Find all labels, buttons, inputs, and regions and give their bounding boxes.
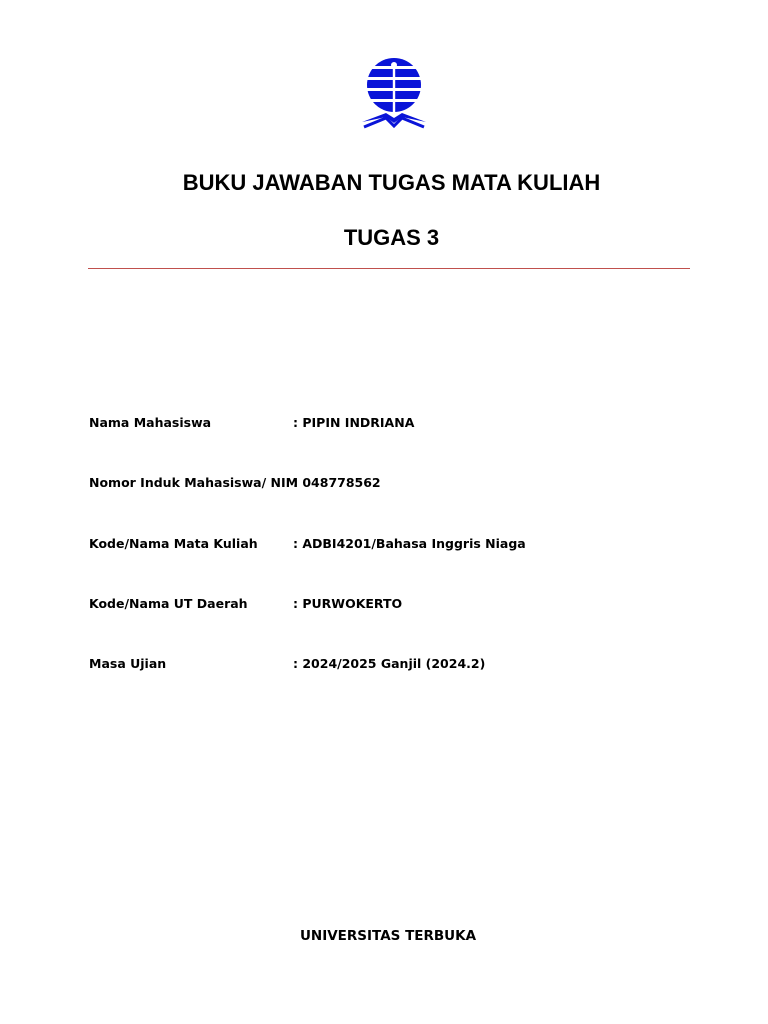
info-value: : PURWOKERTO <box>293 596 403 611</box>
info-row-student-name <box>89 413 729 433</box>
info-label: Nomor Induk Mahasiswa/ NIM <box>89 475 299 490</box>
info-label: Nama Mahasiswa <box>89 415 212 430</box>
info-label: Kode/Nama Mata Kuliah <box>89 536 258 551</box>
university-logo-icon <box>360 56 428 130</box>
document-subtitle: TUGAS 3 <box>343 225 440 250</box>
info-row-exam-period <box>89 654 729 674</box>
info-label: Masa Ujian <box>89 656 167 671</box>
info-value: : PIPIN INDRIANA <box>293 415 415 430</box>
document-title: BUKU JAWABAN TUGAS MATA KULIAH <box>182 170 601 195</box>
info-row-student-id <box>89 473 729 493</box>
info-label: Kode/Nama UT Daerah <box>89 596 248 611</box>
info-row-regional-office <box>89 594 729 614</box>
info-value: : ADBI4201/Bahasa Inggris Niaga <box>293 536 526 551</box>
info-row-course <box>89 534 729 554</box>
info-value: : 048778562 <box>293 475 381 490</box>
institution-name: UNIVERSITAS TERBUKA <box>299 928 477 944</box>
info-value: : 2024/2025 Ganjil (2024.2) <box>293 656 486 671</box>
title-divider <box>88 268 690 269</box>
